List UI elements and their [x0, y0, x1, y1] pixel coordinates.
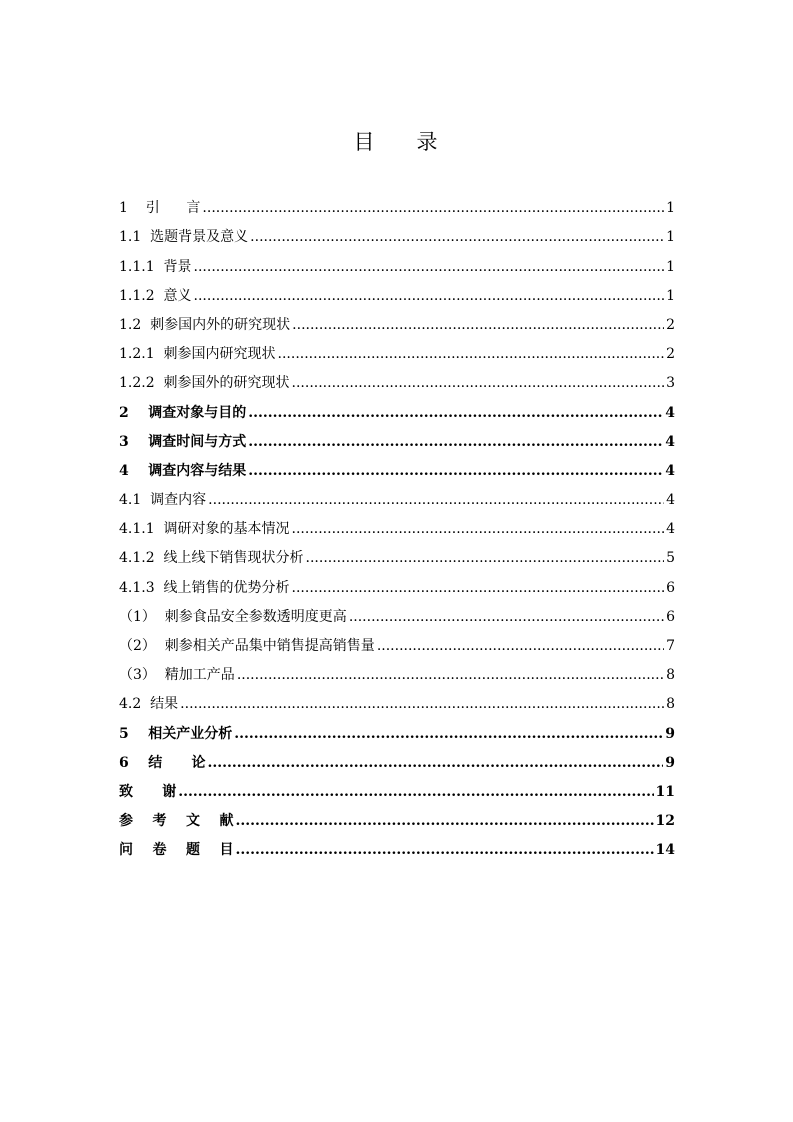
toc-entry-page: 5: [666, 550, 675, 567]
toc-leader-dots: [237, 666, 664, 684]
toc-leader-dots: [349, 608, 664, 626]
toc-entry-label: 1.2.1 刺参国内研究现状: [119, 346, 276, 363]
toc-entry[interactable]: [119, 246, 675, 275]
toc-leader-dots: [208, 491, 664, 509]
toc-entry-label: （1） 刺参食品安全参数透明度更高: [119, 608, 347, 625]
toc-entry-page: 2: [666, 316, 675, 333]
toc-entry-page: 6: [666, 579, 675, 596]
toc-entry-label: 1 引 言: [119, 200, 201, 217]
toc-leader-dots: [202, 199, 664, 217]
toc-leader-dots: [292, 579, 665, 597]
toc-entry-page: 4: [665, 433, 675, 450]
toc-entry-page: 1: [666, 229, 675, 246]
toc-entry-label: 3 调查时间与方式: [119, 433, 247, 450]
toc-entry-page: 9: [665, 754, 675, 771]
toc-entry[interactable]: [119, 451, 675, 480]
toc-leader-dots: [248, 433, 663, 451]
toc-entry-page: 8: [666, 696, 675, 713]
toc-entry-label: 1.1.1 背景: [119, 258, 192, 275]
toc-entry-page: 1: [666, 200, 675, 217]
toc-leader-dots: [278, 345, 665, 363]
toc-entry-page: 4: [665, 404, 675, 421]
toc-entry-label: 4 调查内容与结果: [119, 462, 247, 479]
toc-entry-label: 4.1.3 线上销售的优势分析: [119, 579, 290, 596]
toc-leader-dots: [236, 841, 654, 859]
toc-entry-page: 9: [665, 725, 675, 742]
toc-entry[interactable]: [119, 801, 675, 830]
toc-entry[interactable]: [119, 743, 675, 772]
toc-entry-label: 2 调查对象与目的: [119, 404, 247, 421]
toc-leader-dots: [207, 754, 663, 772]
toc-leader-dots: [194, 287, 665, 305]
toc-entry-label: 4.2 结果: [119, 696, 179, 713]
toc-entry-page: 1: [666, 287, 675, 304]
toc-entry[interactable]: [119, 363, 675, 392]
toc-entry[interactable]: [119, 392, 675, 421]
toc-entry-label: 4.1.1 调研对象的基本情况: [119, 521, 290, 538]
toc-entry-page: 7: [666, 638, 675, 654]
toc-entry-page: 4: [666, 492, 675, 509]
toc-entry-label: 1.1 选题背景及意义: [119, 229, 249, 246]
page-title: [0, 128, 793, 156]
toc-entry[interactable]: [119, 305, 675, 334]
table-of-contents: [119, 188, 675, 859]
toc-entry[interactable]: [119, 422, 675, 451]
toc-entry[interactable]: [119, 334, 675, 363]
toc-entry-page: 6: [666, 608, 675, 625]
toc-entry[interactable]: [119, 597, 675, 626]
toc-leader-dots: [248, 404, 663, 422]
toc-entry-page: 11: [655, 783, 675, 800]
toc-entry-label: （2） 刺参相关产品集中销售提高销售量: [119, 638, 375, 654]
toc-entry-page: 1: [666, 258, 675, 275]
toc-entry-label: （3） 精加工产品: [119, 667, 235, 684]
toc-entry[interactable]: [119, 567, 675, 596]
toc-entry[interactable]: [119, 276, 675, 305]
toc-entry-page: 3: [666, 375, 675, 392]
toc-entry-label: 问 卷 题 目: [119, 842, 234, 859]
toc-entry[interactable]: [119, 684, 675, 713]
toc-entry[interactable]: [119, 713, 675, 742]
toc-entry[interactable]: [119, 480, 675, 509]
toc-entry[interactable]: [119, 217, 675, 246]
page-title-char-2: 录: [416, 130, 440, 154]
toc-entry[interactable]: [119, 626, 675, 655]
toc-leader-dots: [292, 520, 665, 538]
toc-leader-dots: [292, 316, 664, 334]
toc-entry[interactable]: [119, 188, 675, 217]
toc-entry-page: 12: [655, 813, 675, 830]
toc-leader-dots: [250, 228, 664, 246]
toc-entry[interactable]: [119, 655, 675, 684]
toc-entry-label: 1.2 刺参国内外的研究现状: [119, 316, 291, 333]
toc-entry[interactable]: [119, 538, 675, 567]
toc-entry-label: 5 相关产业分析: [119, 725, 233, 742]
toc-entry[interactable]: [119, 830, 675, 859]
toc-entry-page: 4: [665, 462, 675, 479]
toc-entry-label: 1.1.2 意义: [119, 287, 192, 304]
toc-leader-dots: [234, 725, 663, 743]
toc-entry[interactable]: [119, 772, 675, 801]
page-title-char-1: 目: [353, 130, 377, 154]
toc-entry-label: 4.1 调查内容: [119, 492, 207, 509]
toc-entry-label: 1.2.2 刺参国外的研究现状: [119, 375, 290, 392]
toc-entry-label: 参 考 文 献: [119, 813, 234, 830]
toc-leader-dots: [377, 637, 664, 655]
toc-leader-dots: [178, 783, 653, 801]
toc-leader-dots: [236, 812, 654, 830]
toc-leader-dots: [306, 549, 665, 567]
toc-entry-label: 致 谢: [119, 783, 177, 800]
toc-leader-dots: [194, 258, 665, 276]
toc-leader-dots: [292, 374, 665, 392]
toc-entry[interactable]: [119, 509, 675, 538]
toc-leader-dots: [248, 462, 663, 480]
toc-entry-page: 2: [666, 346, 675, 363]
toc-entry-page: 4: [666, 521, 675, 538]
toc-entry-label: 4.1.2 线上线下销售现状分析: [119, 550, 304, 567]
toc-entry-page: 14: [655, 842, 675, 859]
toc-entry-label: 6 结 论: [119, 754, 206, 771]
toc-entry-page: 8: [666, 667, 675, 684]
toc-leader-dots: [180, 695, 664, 713]
